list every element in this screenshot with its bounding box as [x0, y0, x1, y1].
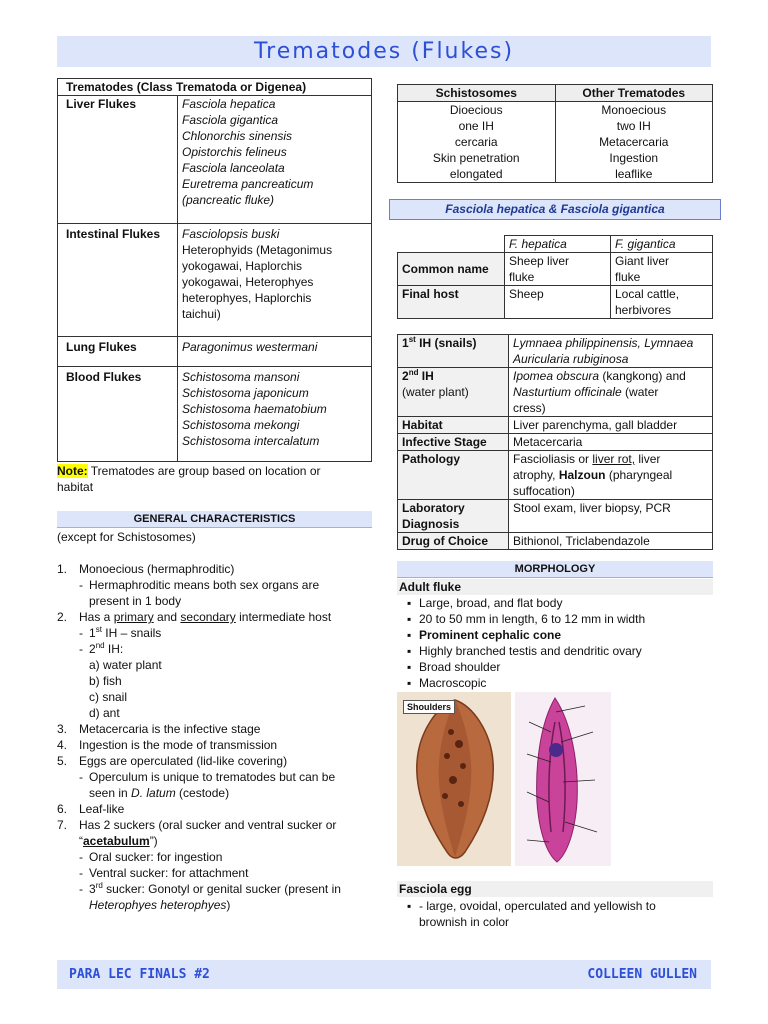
species-line: (pancreatic fluke) — [182, 193, 275, 207]
footer-left: PARA LEC FINALS #2 — [69, 967, 210, 982]
list-item: 6. Leaf-like — [57, 802, 125, 816]
species-line: heterophyes, Haplorchis — [182, 291, 312, 305]
fluke-images — [397, 692, 613, 866]
table-row: Laboratory Diagnosis Stool exam, liver biopsy, PCR — [398, 500, 713, 533]
list-item: - 2nd IH: — [79, 641, 124, 656]
row-label: Common name — [398, 253, 505, 286]
list-item: ▪ Broad shoulder — [407, 660, 501, 674]
list-item: ▪ Highly branched testis and dendritic ovary — [407, 644, 642, 658]
page-title: Trematodes (Flukes) — [253, 39, 515, 64]
list-item: b) fish — [89, 674, 122, 688]
group-name: Liver Flukes — [58, 96, 178, 224]
fluke-stained-slide — [515, 692, 611, 866]
species-line: Schistosoma haematobium — [182, 402, 327, 416]
note-label: Note: — [57, 464, 88, 478]
row-label: Habitat — [398, 417, 509, 434]
row-label: 1st IH (snails) — [398, 335, 509, 368]
list-item: - 3rd sucker: Gonotyl or genital sucker (present in — [79, 881, 341, 896]
species-line: Schistosoma mekongi — [182, 418, 300, 432]
group-name: Lung Flukes — [58, 337, 178, 367]
row-label: Laboratory Diagnosis — [398, 500, 509, 533]
row-label: Drug of Choice — [398, 533, 509, 550]
species-line: Fasciola gigantica — [182, 113, 279, 127]
fasciola-egg-heading: Fasciola egg — [397, 881, 713, 897]
footer-right: COLLEEN GULLEN — [587, 967, 697, 982]
egg-line: brownish in color — [419, 915, 510, 929]
list-item: - 1st IH – snails — [79, 625, 162, 640]
list-item: 1. Monoecious (hermaphroditic) — [57, 562, 235, 576]
table-row: Skin penetration Ingestion — [398, 150, 713, 166]
shoulders-label: Shoulders — [403, 700, 455, 714]
note-text: Trematodes are group based on location or — [87, 464, 321, 478]
list-item: 4. Ingestion is the mode of transmission — [57, 738, 278, 752]
group-name: Intestinal Flukes — [58, 224, 178, 337]
list-item: - Oral sucker: for ingestion — [79, 850, 223, 864]
table-row: Common name Sheep liver fluke Giant liver fluke — [398, 253, 713, 286]
species-line: Opistorchis felineus — [182, 145, 287, 159]
column-header: F. gigantica — [611, 236, 713, 253]
list-item: - Hermaphroditic means both sex organs are — [79, 578, 320, 592]
table-row: 2nd IH (water plant) Ipomea obscura (kangkong) and Nasturtium officinale (water cress) — [398, 368, 713, 417]
table-row — [398, 236, 713, 253]
morphology-heading: MORPHOLOGY — [397, 561, 713, 578]
except-note: (except for Schistosomes) — [57, 530, 196, 544]
table-row — [58, 96, 372, 224]
species-line: Paragonimus westermani — [182, 340, 318, 354]
list-item: c) snail — [89, 690, 128, 704]
adult-fluke-heading: Adult fluke — [397, 579, 713, 595]
lifecycle-table — [397, 334, 713, 550]
species-line: yokogawai, Haplorchis — [182, 259, 303, 273]
fasciola-egg-text: ▪ - large, ovoidal, operculated and yellowish to brownish in color — [397, 898, 713, 930]
list-item: seen in D. latum (cestode) — [89, 786, 230, 800]
fasciola-title: Fasciola hepatica & Fasciola gigantica — [389, 199, 721, 220]
list-item: “acetabulum”) — [79, 834, 158, 848]
group-species — [178, 224, 372, 337]
table-row — [58, 367, 372, 462]
list-item: - Operculum is unique to trematodes but can be — [79, 770, 336, 784]
morphology-section — [397, 579, 713, 691]
group-species — [178, 367, 372, 462]
species-line: yokogawai, Heterophyes — [182, 275, 314, 289]
species-line: Schistosoma intercalatum — [182, 434, 320, 448]
fluke-slide-illustration — [515, 692, 611, 866]
list-item: 2. Has a primary and secondary intermediate host — [57, 610, 332, 624]
list-item: Heterophyes heterophyes) — [89, 898, 231, 912]
table-row: Pathology Fascioliasis or liver rot, liver atrophy, Halzoun (pharyngeal suffocation) — [398, 451, 713, 500]
table-row: elongated leaflike — [398, 166, 713, 183]
column-header: Other Trematodes — [555, 85, 713, 102]
table-row: Habitat Liver parenchyma, gall bladder — [398, 417, 713, 434]
table-row: Infective Stage Metacercaria — [398, 434, 713, 451]
table-row: one IH two IH — [398, 118, 713, 134]
note — [57, 463, 372, 495]
fluke-photo-illustration — [397, 692, 511, 866]
group-species — [178, 337, 372, 367]
title-bar — [57, 36, 711, 67]
table-row: Final host Sheep Local cattle, herbivores — [398, 286, 713, 319]
table-row: cercaria Metacercaria — [398, 134, 713, 150]
footer — [57, 960, 711, 989]
list-item: ▪ Prominent cephalic cone — [407, 628, 562, 642]
general-characteristics — [57, 529, 372, 913]
species-line: Fasciola hepatica — [182, 97, 276, 111]
row-label: 2nd IH (water plant) — [398, 368, 509, 417]
list-item: - Ventral sucker: for attachment — [79, 866, 249, 880]
host-table — [397, 235, 713, 319]
species-line: Fasciolopsis buski — [182, 227, 280, 241]
table-row — [58, 224, 372, 337]
list-item: 3. Metacercaria is the infective stage — [57, 722, 261, 736]
note-text-2: habitat — [57, 480, 94, 494]
table-row — [58, 337, 372, 367]
species-line: Schistosoma mansoni — [182, 370, 300, 384]
classification-table — [57, 78, 372, 462]
egg-line: - large, ovoidal, operculated and yellowish to — [419, 899, 656, 913]
group-name: Blood Flukes — [58, 367, 178, 462]
list-item: d) ant — [89, 706, 120, 720]
list-item: ▪ Large, broad, and flat body — [407, 596, 563, 610]
list-item: 7. Has 2 suckers (oral sucker and ventral sucker or — [57, 818, 337, 832]
general-heading: GENERAL CHARACTERISTICS — [57, 511, 372, 528]
row-label: Pathology — [398, 451, 509, 500]
species-line: Heterophyids (Metagonimus — [182, 243, 333, 257]
species-line: Chlonorchis sinensis — [182, 129, 293, 143]
column-header: F. hepatica — [505, 236, 611, 253]
species-line: Euretrema pancreaticum — [182, 177, 314, 191]
species-line: taichui) — [182, 307, 221, 321]
list-item: ▪ 20 to 50 mm in length, 6 to 12 mm in width — [407, 612, 646, 626]
row-label: Final host — [398, 286, 505, 319]
table-row: 1st IH (snails) Lymnaea philippinensis, Lymnaea Auricularia rubiginosa — [398, 335, 713, 368]
list-item: 5. Eggs are operculated (lid-like covering) — [57, 754, 288, 768]
list-item: present in 1 body — [89, 594, 182, 608]
table-row: Drug of Choice Bithionol, Triclabendazole — [398, 533, 713, 550]
fluke-photo — [397, 692, 511, 866]
row-label: Infective Stage — [398, 434, 509, 451]
group-species — [178, 96, 372, 224]
list-item: ▪ Macroscopic — [407, 676, 487, 690]
table-row: Dioecious Monoecious — [398, 102, 713, 119]
classification-header: Trematodes (Class Trematoda or Digenea) — [58, 79, 372, 96]
species-line: Fasciola lanceolata — [182, 161, 285, 175]
schistosome-comparison-table — [397, 84, 713, 183]
list-item: a) water plant — [89, 658, 162, 672]
column-header: Schistosomes — [398, 85, 556, 102]
species-line: Schistosoma japonicum — [182, 386, 309, 400]
